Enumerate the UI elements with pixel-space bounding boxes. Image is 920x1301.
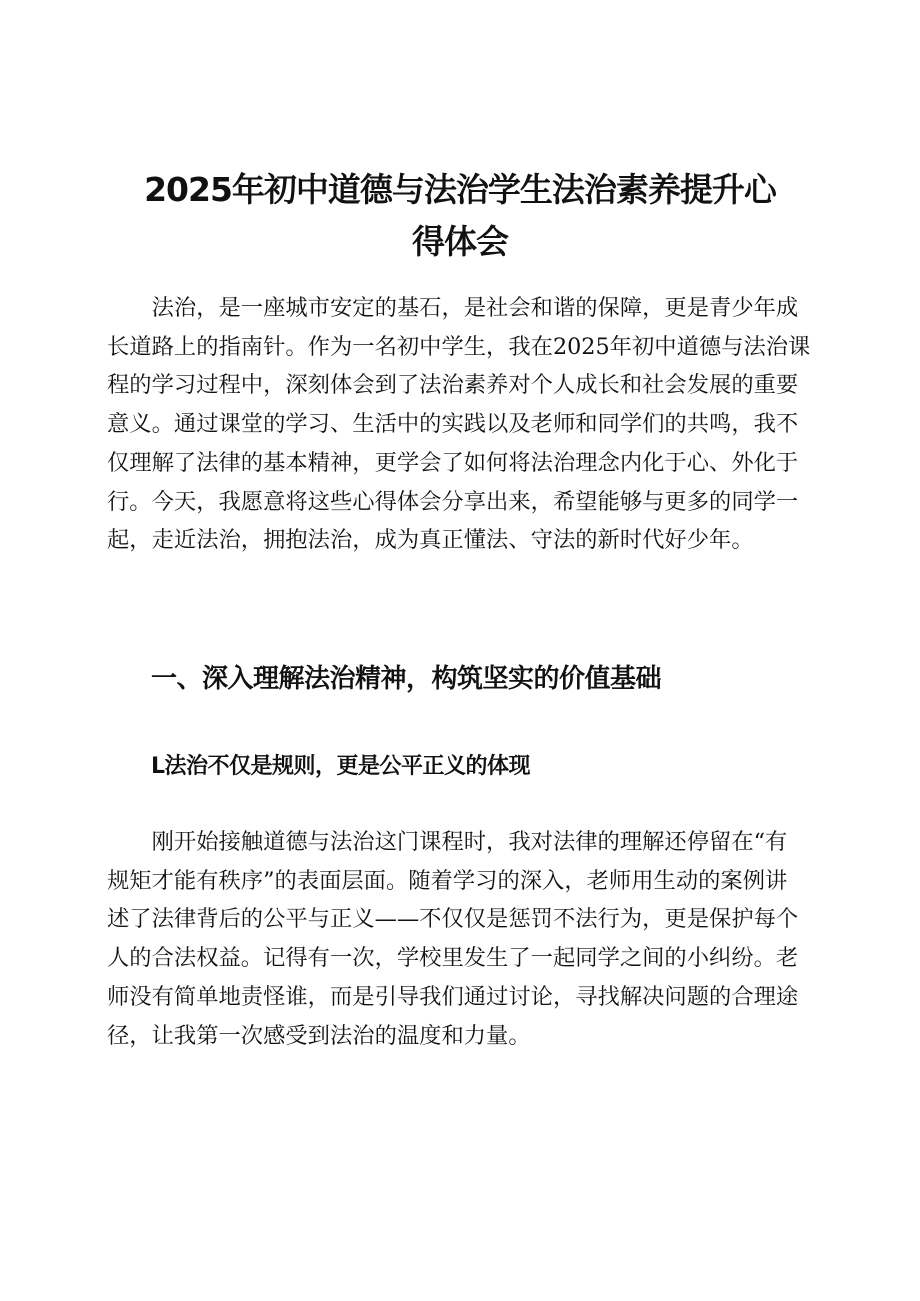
- paragraph-line: 径，让我第一次感受到法治的温度和力量。: [107, 1022, 531, 1049]
- section-paragraph: [107, 823, 823, 1055]
- paragraph-line: 行。今天，我愿意将这些心得体会分享出来，希望能够与更多的同学一: [107, 488, 799, 515]
- intro-paragraph: [107, 289, 823, 560]
- paragraph-line: 规矩才能有秩序”的表面层面。随着学习的深入，老师用生动的案例讲: [107, 867, 788, 894]
- title-line: 得体会: [412, 222, 508, 261]
- subsection-heading: L法治不仅是规则，更是公平正义的体现: [151, 754, 531, 779]
- paragraph-line: 程的学习过程中，深刻体会到了法治素养对个人成长和社会发展的重要: [107, 372, 799, 399]
- paragraph-line: 人的合法权益。记得有一次，学校里发生了一起同学之间的小纠纷。老: [107, 945, 799, 972]
- paragraph-line: 法治，是一座城市安定的基石，是社会和谐的保障，更是青少年成: [151, 295, 799, 321]
- paragraph-line: 仅理解了法律的基本精神，更学会了如何将法治理念内化于心、外化于: [107, 449, 799, 476]
- paragraph-line: 意义。通过课堂的学习、生活中的实践以及老师和同学们的共鸣，我不: [107, 411, 799, 438]
- document-title: [100, 164, 820, 268]
- paragraph-line: 长道路上的指南针。作为一名初中学生，我在2025年初中道德与法治课: [107, 333, 811, 360]
- paragraph-line: 师没有简单地责怪谁，而是引导我们通过讨论，寻找解决问题的合理途: [107, 983, 799, 1010]
- paragraph-line: 述了法律背后的公平与正义——不仅仅是惩罚不法行为，更是保护每个: [107, 906, 799, 933]
- paragraph-line: 起，走近法治，拥抱法治，成为真正懂法、守法的新时代好少年。: [107, 527, 754, 554]
- section-heading: 一、深入理解法治精神，构筑坚实的价值基础: [151, 664, 662, 694]
- paragraph-line: 刚开始接触道德与法治这门课程时，我对法律的理解还停留在“有: [151, 829, 788, 855]
- title-line: 2025年初中道德与法治学生法治素养提升心: [144, 170, 776, 209]
